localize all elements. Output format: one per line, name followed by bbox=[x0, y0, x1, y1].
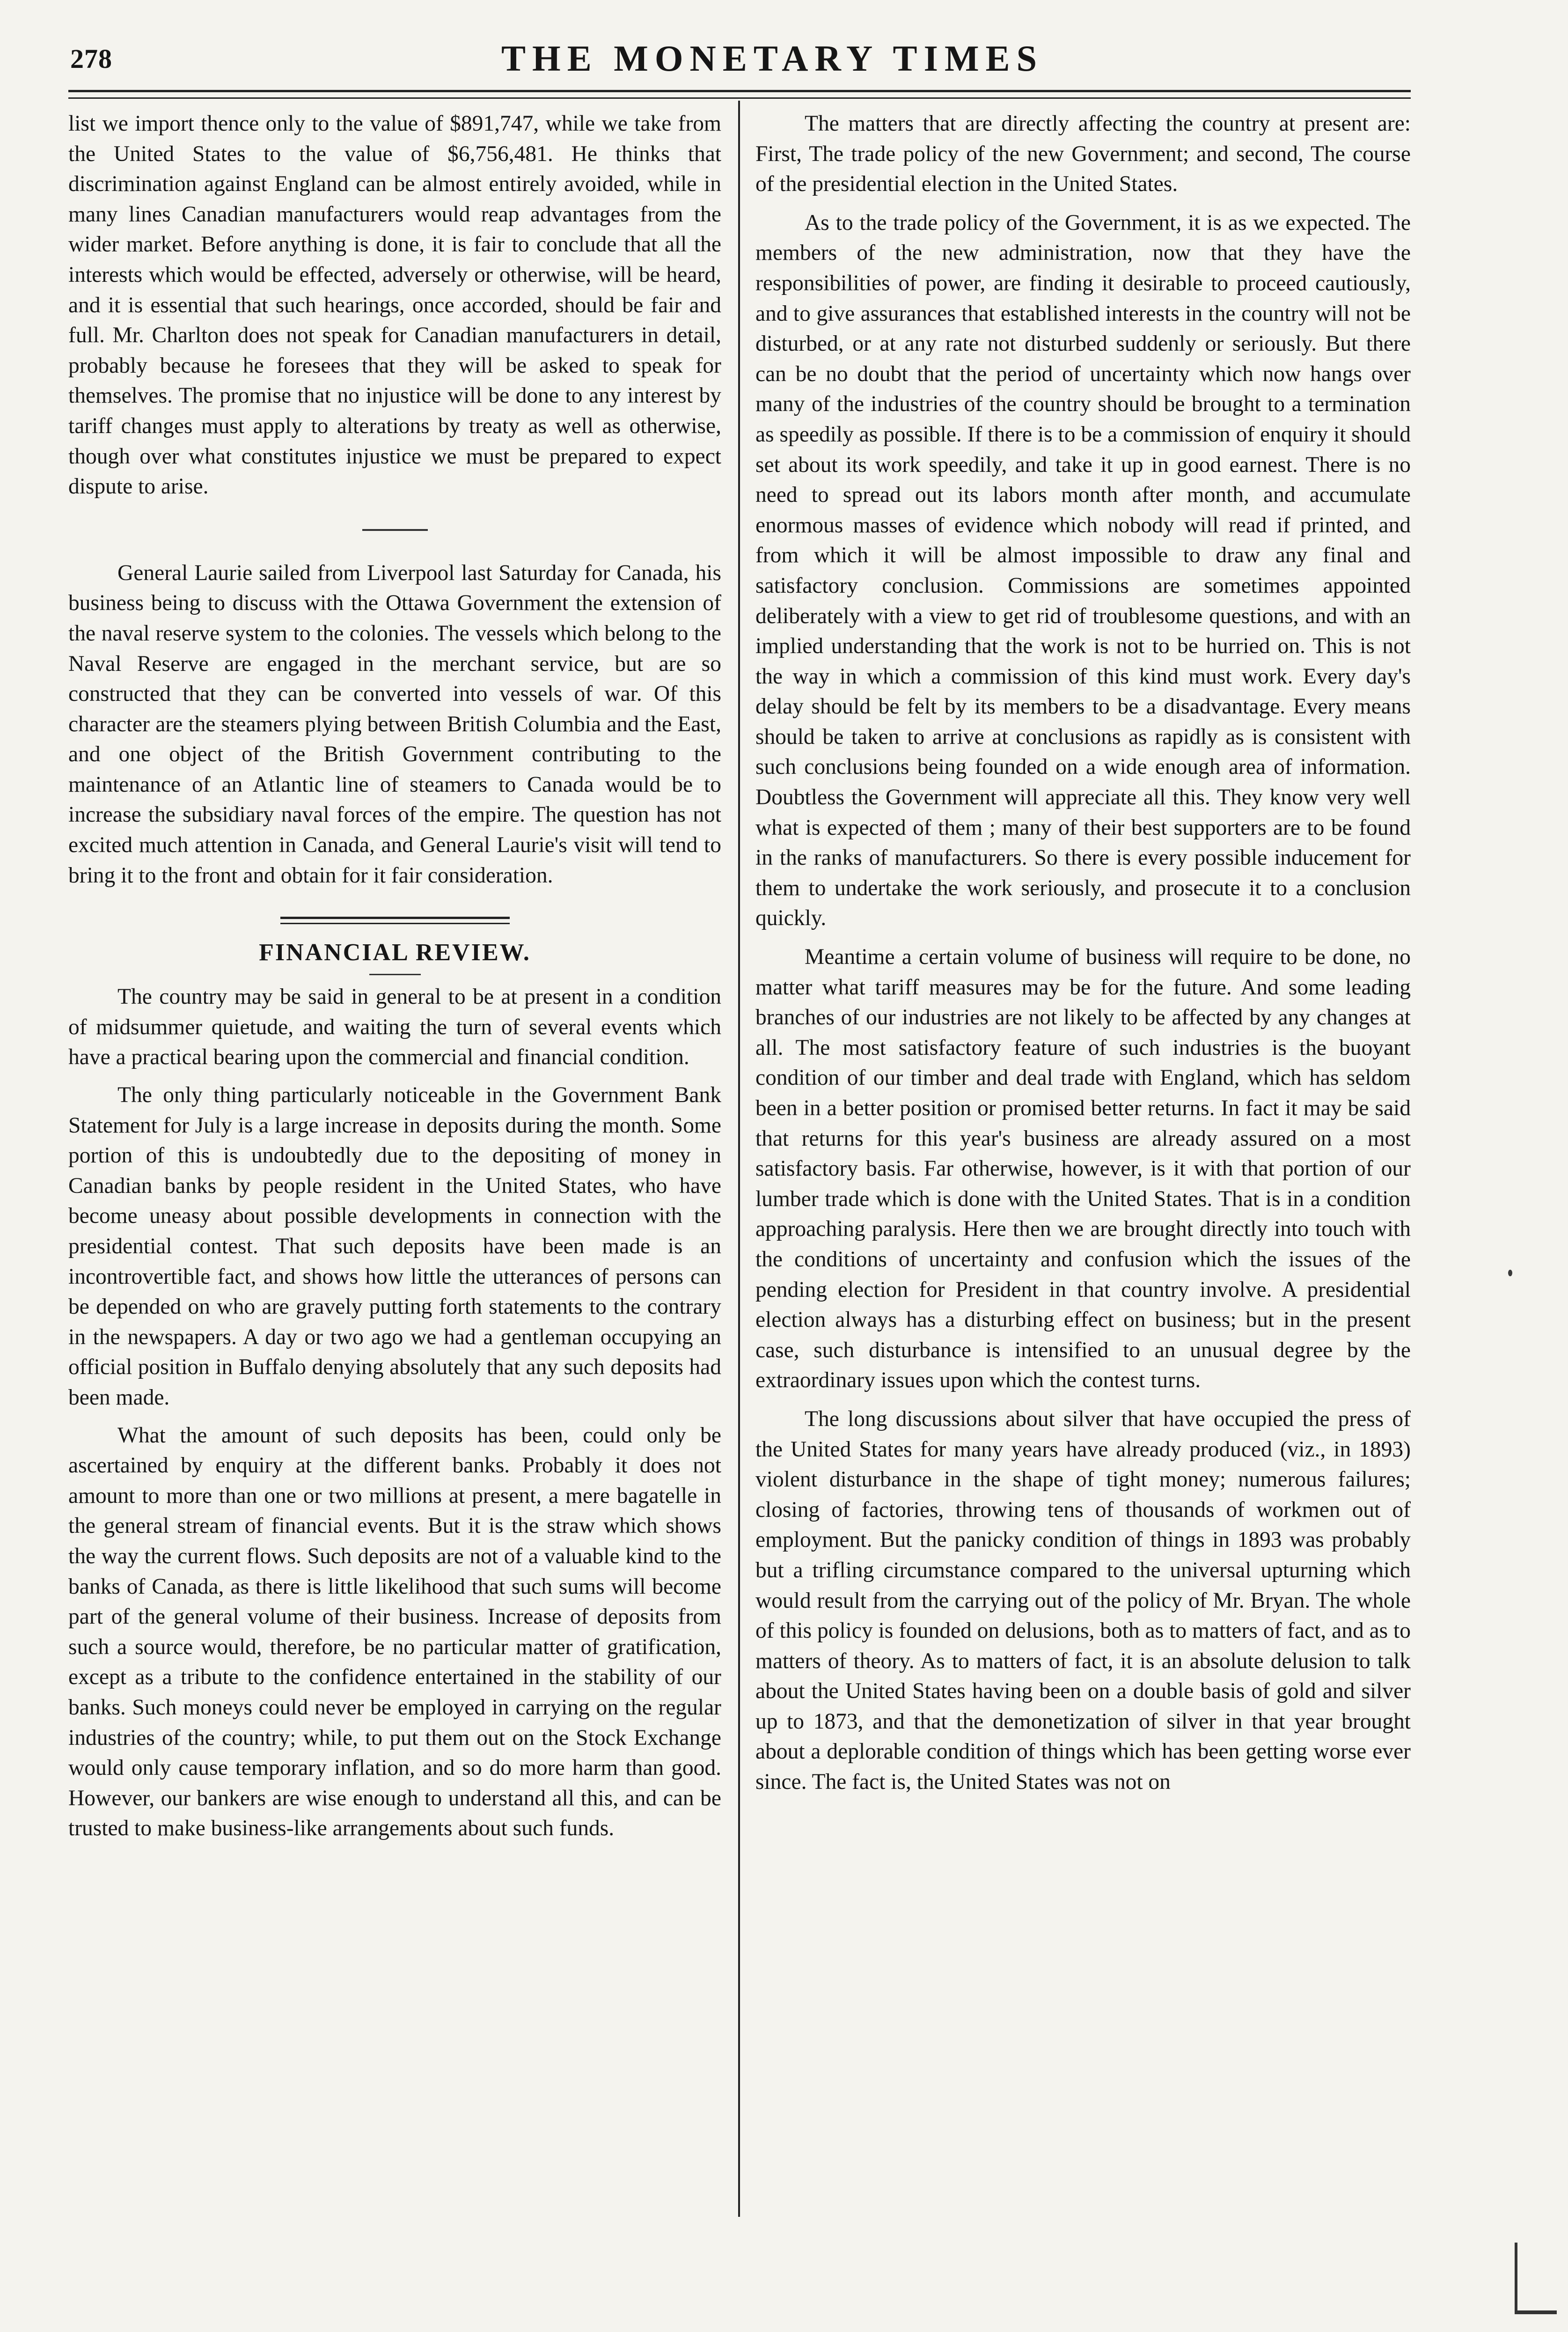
scan-edge-mark-foot bbox=[1515, 2310, 1557, 2314]
header-rule-bottom bbox=[68, 97, 1411, 99]
article-double-rule bbox=[280, 917, 510, 924]
paragraph-silver-discussions: The long discussions about silver that have occupied the press of the United States for many years have already produced (viz., in 1893) violent disturbance in the shape of tight money; numerous failures; closing of factories, throwing tens of thousands of workmen out of employment. But the panicky condition of things in 1893 was probably but a trifling circumstance compared to the universal upturning which would result from the carrying out of the policy of Mr. Bryan. The whole of this policy is founded on delusions, both as to matters of fact, and as to matters of theory. As to matters of fact, it is an absolute delusion to talk about the United States having been on a double basis of gold and silver up to 1873, and that the demonetization of silver in that year brought about a deplorable condition of things which has been getting worse ever since. The fact is, the United States was not on bbox=[755, 1406, 1411, 1795]
scan-edge-mark bbox=[1515, 2243, 1517, 2313]
paragraph-general-laurie: General Laurie sailed from Liverpool last Saturday for Canada, his business being to discuss with the Ottawa Government the extension of the naval reserve system to the colonies. The vessels which belong to the Naval Reserve are engaged in the merchant service, but are so constructed that they can be converted into vessels of war. Of this character are the steamers plying between British Columbia and the East, and one object of the British Government contributing to the maintenance of an Atlantic line of steamers to Canada would be to increase the subsidiary naval forces of the empire. The question has not excited much attention in Canada, and General Laurie's visit will tend to bring it to the front and obtain for it fair consideration. bbox=[68, 560, 721, 888]
left-column bbox=[68, 109, 721, 1844]
paragraph-bank-statement: The only thing particularly noticeable in the Government Bank Statement for July is a large increase in deposits during the month. Some portion of this is undoubtedly due to the depositing of money in Canadian banks by people resident in the United States, who have become uneasy about possible developments in connection with the presidential contest. That such deposits have been made is an incontrovertible fact, and shows how little the utterances of persons can be depended on who are gravely putting forth statements to the contrary in the newspapers. A day or two ago we had a gentleman occupying an official position in Buffalo denying absolutely that any such deposits had been made. bbox=[68, 1083, 721, 1410]
paragraph-deposits-amount: What the amount of such deposits has been, could only be ascertained by enquiry at the different banks. Probably it does not amount to more than one or two millions at present, a mere bagatelle in the general stream of financial events. But it is the straw which shows the way the current flows. Such deposits are not of a valuable kind to the banks of Canada, as there is little likelihood that such sums will become part of the general volume of their business. Increase of deposits from such a source would, therefore, be no particular matter of gratification, except as a tribute to the confidence entertained in the stability of our banks. Such moneys could never be employed in carrying on the regular industries of the country; while, to put them out on the Stock Exchange would only cause temporary inflation, and so do more harm than good. However, our bankers are wise enough to understand all this, and can be trusted to make business-like arrangements about such funds. bbox=[68, 1423, 721, 1841]
right-column bbox=[755, 109, 1411, 1797]
paragraph-tariff-continuation: list we import thence only to the value of $891,747, while we take from the United States to the value of $6,756,481. He thinks that discrimination against England can be almost entirely avoided, while in many lines Canadian manufacturers would reap advantages from the wider market. Before anything is done, it is fair to conclude that all the interests which would be effected, adversely or otherwise, will be heard, and it is essential that such hearings, once accorded, should be fair and full. Mr. Charlton does not speak for Canadian manufacturers in detail, probably because he foresees that they will be asked to speak for themselves. The promise that no injustice will be done to any interest by tariff changes must apply to alterations by treaty as well as otherwise, though over what constitutes injustice we must be prepared to expect dispute to arise. bbox=[68, 111, 721, 499]
paragraph-matters-affecting: The matters that are directly affecting the country at present are: First, The trade policy of the new Government; and second, The course of the presidential election in the United States. bbox=[755, 111, 1411, 197]
paragraph-trade-policy: As to the trade policy of the Government, it is as we expected. The members of the new administration, now that they have the responsibilities of power, are finding it desirable to proceed cautiously, and to give assurances that established interests in the country will not be disturbed, or at any rate not disturbed suddenly or seriously. But there can be no doubt that the period of uncertainty which now hangs over many of the industries of the country should be brought to a termination as speedily as possible. If there is to be a commission of enquiry it should set about its work speedily, and take it up in good earnest. There is no need to spread out its labors month after month, and accumulate enormous masses of evidence which nobody will read if printed, and from which it will be almost impossible to draw any final and satisfactory conclusion. Commissions are sometimes appointed deliberately with a view to get rid of troublesome questions, and with an implied understanding that the work is not to be hurried on. This is not the way in which a commission of this kind must work. Every day's delay should be felt by its members to be a disadvantage. Every means should be taken to arrive at conclusions as rapidly as is consistent with such conclusions being founded on a wide enough area of information. Doubtless the Government will appreciate all this. They know very well what is expected of them ; many of their best supporters are to be found in the ranks of manufacturers. So there is every possible inducement for them to undertake the work seriously, and prosecute it to a conclusion quickly. bbox=[755, 210, 1411, 931]
section-title-financial-review: FINANCIAL REVIEW. bbox=[259, 939, 531, 966]
paragraph-midsummer-quietude: The country may be said in general to be at present in a condition of midsummer quietude, and waiting the turn of several events which have a practical bearing upon the commercial and financial condition. bbox=[68, 985, 721, 1070]
header-rule-top bbox=[68, 90, 1411, 92]
publication-title: THE MONETARY TIMES bbox=[501, 38, 1043, 79]
page-number: 278 bbox=[70, 44, 112, 74]
column-divider bbox=[738, 101, 740, 2217]
paragraph-volume-of-business: Meantime a certain volume of business will require to be done, no matter what tariff measures may be for the future. And some leading branches of our industries are not likely to be affected by any changes at all. The most satisfactory feature of such industries is the buoyant condition of our timber and deal trade with England, which has seldom been in a better position or promised better returns. In fact it may be said that returns for this year's business are already assured on a most satisfactory basis. Far otherwise, however, is it with that portion of our lumber trade which is done with the United States. That is in a condition approaching paralysis. Here then we are brought directly into touch with the conditions of uncertainty and confusion which the issues of the pending election for President in that country involve. A presidential election always has a disturbing effect on business; but in the present case, such disturbance is intensified to an unusual degree by the extraordinary issues upon which the contest turns. bbox=[755, 945, 1411, 1393]
scan-speck bbox=[1508, 1270, 1512, 1276]
page-header bbox=[0, 0, 1568, 103]
